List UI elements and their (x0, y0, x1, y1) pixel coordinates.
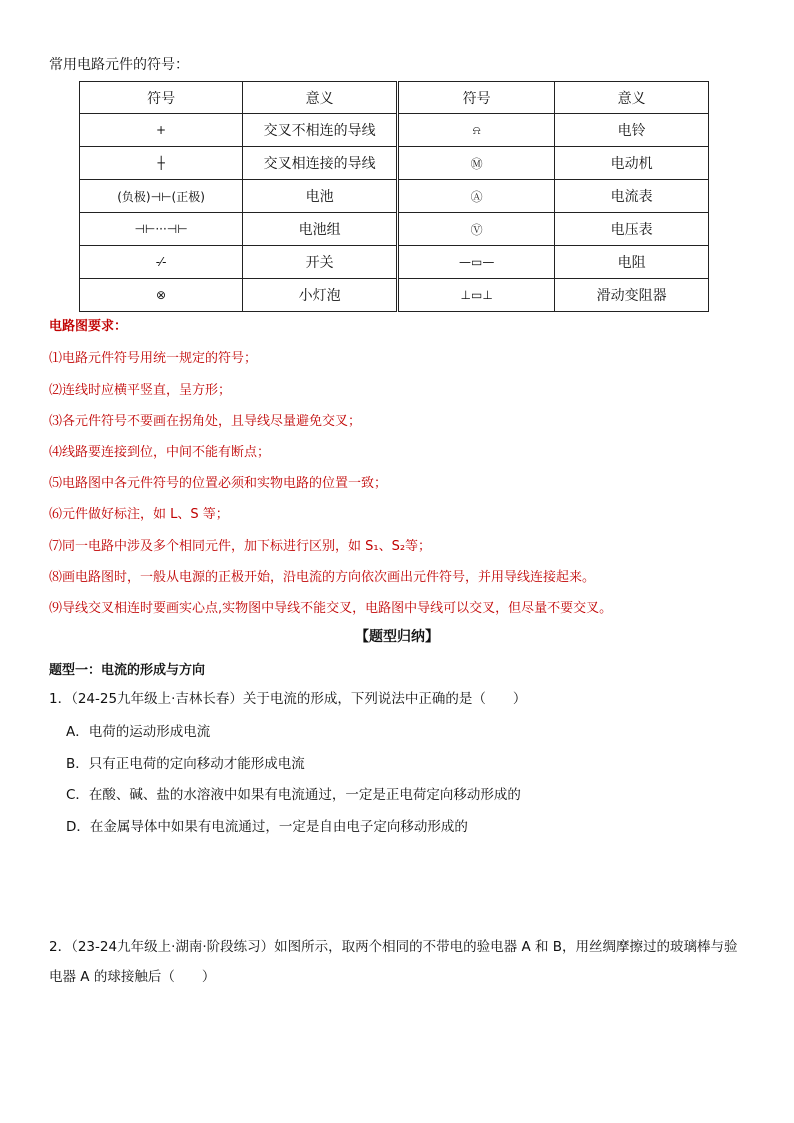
requirement-item: ⑺同一电路中涉及多个相同元件，加下标进行区别，如 S₁、S₂等； (49, 539, 432, 554)
symbol-bell: ⍾ (398, 114, 555, 147)
meaning-cell: 电流表 (555, 180, 709, 213)
meaning-cell: 开关 (243, 246, 398, 279)
question-2-stem: 2．（23-24九年级上·湖南·阶段练习）如图所示，取两个相同的不带电的验电器 A 和 B，用丝绸摩擦过的玻璃棒与验电器 A 的球接触后（ ） (49, 939, 738, 985)
intro-text: 常用电路元件的符号： (49, 57, 189, 73)
symbol-battery-pack: ⊣⊢···⊣⊢ (80, 213, 243, 246)
section-title: 【题型归纳】 (355, 629, 439, 645)
symbol-ammeter: Ⓐ (398, 180, 555, 213)
meaning-cell: 交叉不相连的导线 (243, 114, 398, 147)
question-1-option-a: A．电荷的运动形成电流 (66, 724, 211, 740)
header-meaning-2: 意义 (555, 82, 709, 114)
table-row (80, 114, 709, 147)
requirement-item: ⑼导线交叉相连时要画实心点,实物图中导线不能交叉，电路图中导线可以交叉，但尽量不要交叉。 (49, 601, 613, 616)
header-symbol-1: 符号 (80, 82, 243, 114)
circuit-symbol-table (79, 81, 709, 312)
meaning-cell: 电池 (243, 180, 398, 213)
header-symbol-2: 符号 (398, 82, 555, 114)
meaning-cell: 电压表 (555, 213, 709, 246)
table-row (80, 279, 709, 312)
requirement-item: ⑹元件做好标注，如 L、S 等； (49, 507, 229, 522)
requirements-title: 电路图要求： (49, 319, 128, 334)
meaning-cell: 电铃 (555, 114, 709, 147)
symbol-joined-wire: ┼ (80, 147, 243, 180)
symbol-switch: -⁄- (80, 246, 243, 279)
table-header-row (80, 82, 709, 114)
requirement-item: ⑷线路要连接到位，中间不能有断点； (49, 445, 271, 460)
question-1-option-c: C．在酸、碱、盐的水溶液中如果有电流通过，一定是正电荷定向移动形成的 (66, 787, 521, 803)
table-row (80, 246, 709, 279)
symbol-lamp: ⊗ (80, 279, 243, 312)
meaning-cell: 电阻 (555, 246, 709, 279)
question-1-stem: 1．（24-25九年级上·吉林长春）关于电流的形成，下列说法中正确的是（ ） (49, 691, 527, 707)
table-row (80, 147, 709, 180)
table-row (80, 180, 709, 213)
symbol-battery: (负极)⊣⊢(正极) (80, 180, 243, 213)
requirement-item: ⑶各元件符号不要画在拐角处，且导线尽量避免交叉； (49, 414, 362, 429)
meaning-cell: 滑动变阻器 (555, 279, 709, 312)
requirement-item: ⑻画电路图时，一般从电源的正极开始，沿电流的方向依次画出元件符号，并用导线连接起来。 (49, 570, 596, 585)
symbol-voltmeter: Ⓥ (398, 213, 555, 246)
question-1-option-b: B．只有正电荷的定向移动才能形成电流 (66, 756, 305, 772)
meaning-cell: 电动机 (555, 147, 709, 180)
symbol-resistor: —▭— (398, 246, 555, 279)
meaning-cell: 小灯泡 (243, 279, 398, 312)
requirement-item: ⑵连线时应横平竖直，呈方形； (49, 383, 232, 398)
symbol-cross-wire: + (80, 114, 243, 147)
header-meaning-1: 意义 (243, 82, 398, 114)
meaning-cell: 交叉相连接的导线 (243, 147, 398, 180)
requirement-item: ⑴电路元件符号用统一规定的符号； (49, 351, 258, 366)
question-type-title: 题型一：电流的形成与方向 (49, 663, 206, 678)
meaning-cell: 电池组 (243, 213, 398, 246)
requirement-item: ⑸电路图中各元件符号的位置必须和实物电路的位置一致； (49, 476, 388, 491)
table-row (80, 213, 709, 246)
symbol-rheostat: ⊥▭⊥ (398, 279, 555, 312)
question-1-option-d: D．在金属导体中如果有电流通过，一定是自由电子定向移动形成的 (66, 819, 468, 835)
symbol-motor: Ⓜ (398, 147, 555, 180)
